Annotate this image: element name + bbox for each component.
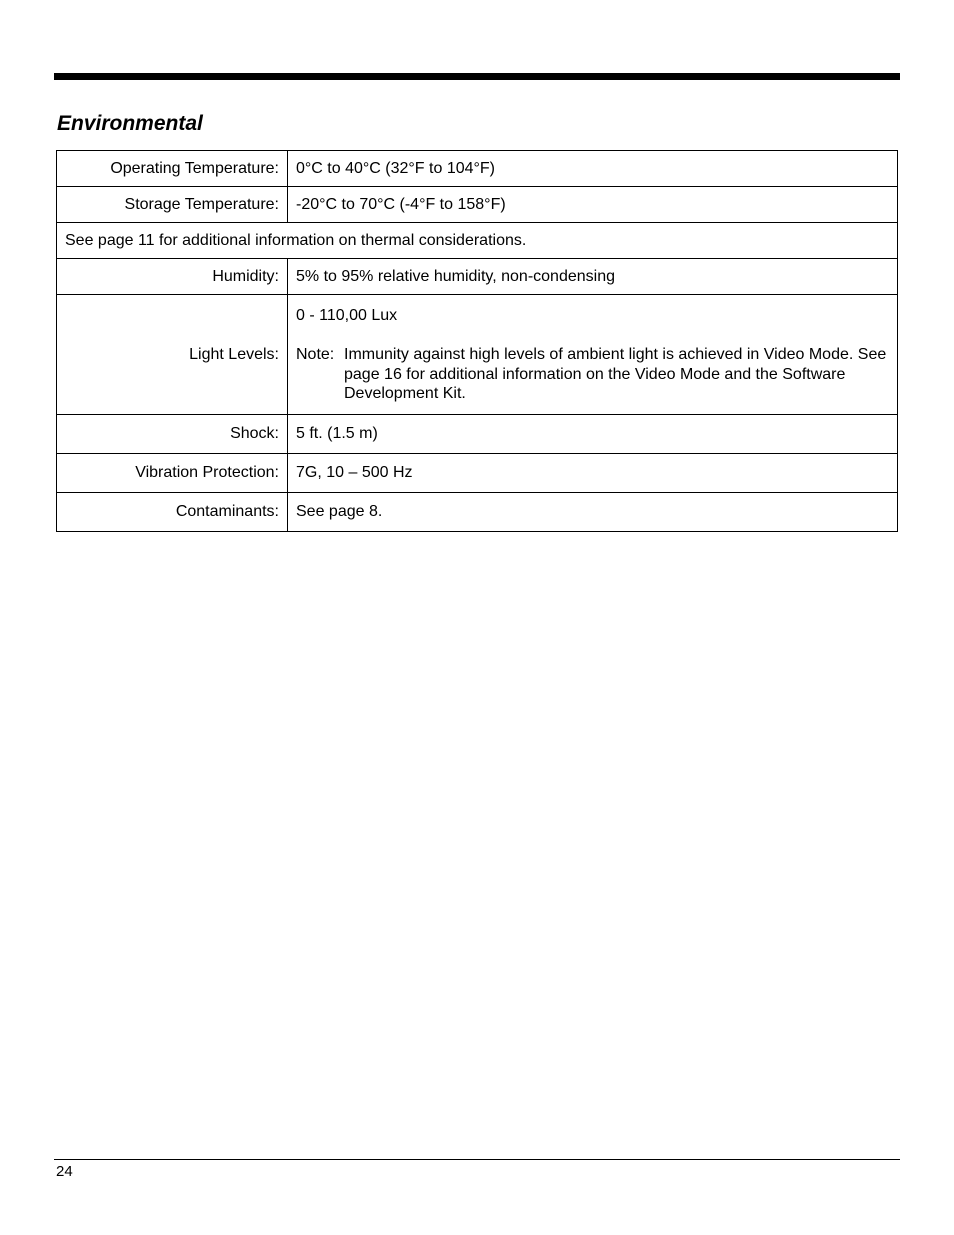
- header-rule: [54, 73, 900, 80]
- light-levels-cell: [288, 295, 898, 415]
- thermal-considerations-note: See page 11 for additional information on thermal considerations.: [57, 223, 898, 259]
- humidity-label: Humidity:: [57, 259, 288, 295]
- note-label: Note:: [296, 346, 335, 363]
- table-row-contaminants: [57, 493, 898, 532]
- operating-temperature-label: Operating Temperature:: [57, 151, 288, 187]
- table-row-storage-temperature: [57, 187, 898, 223]
- table-row-operating-temperature: [57, 151, 898, 187]
- light-levels-value: 0 - 110,00 Lux: [296, 306, 398, 324]
- note-text: Immunity against high levels of ambient light is achieved in Video Mode. See page 16 for additional information on the Video Mode and the Software Development Kit.: [344, 346, 887, 402]
- section-title: Environmental: [57, 112, 203, 135]
- table-row-thermal-note: [57, 223, 898, 259]
- humidity-value: 5% to 95% relative humidity, non-condensing: [288, 259, 898, 295]
- shock-value: 5 ft. (1.5 m): [288, 415, 898, 454]
- vibration-protection-label: Vibration Protection:: [57, 454, 288, 493]
- footer-rule: [54, 1159, 900, 1160]
- table-row-shock: [57, 415, 898, 454]
- table-row-light-levels: [57, 295, 898, 415]
- light-levels-note: [296, 345, 889, 404]
- storage-temperature-label: Storage Temperature:: [57, 187, 288, 223]
- table-row-vibration-protection: [57, 454, 898, 493]
- shock-label: Shock:: [57, 415, 288, 454]
- environmental-spec-table: [56, 150, 898, 532]
- operating-temperature-value: 0°C to 40°C (32°F to 104°F): [288, 151, 898, 187]
- storage-temperature-value: -20°C to 70°C (-4°F to 158°F): [288, 187, 898, 223]
- light-levels-label: Light Levels:: [57, 295, 288, 415]
- table-row-humidity: [57, 259, 898, 295]
- page-number: 24: [56, 1163, 73, 1180]
- vibration-protection-value: 7G, 10 – 500 Hz: [288, 454, 898, 493]
- contaminants-value: See page 8.: [288, 493, 898, 532]
- contaminants-label: Contaminants:: [57, 493, 288, 532]
